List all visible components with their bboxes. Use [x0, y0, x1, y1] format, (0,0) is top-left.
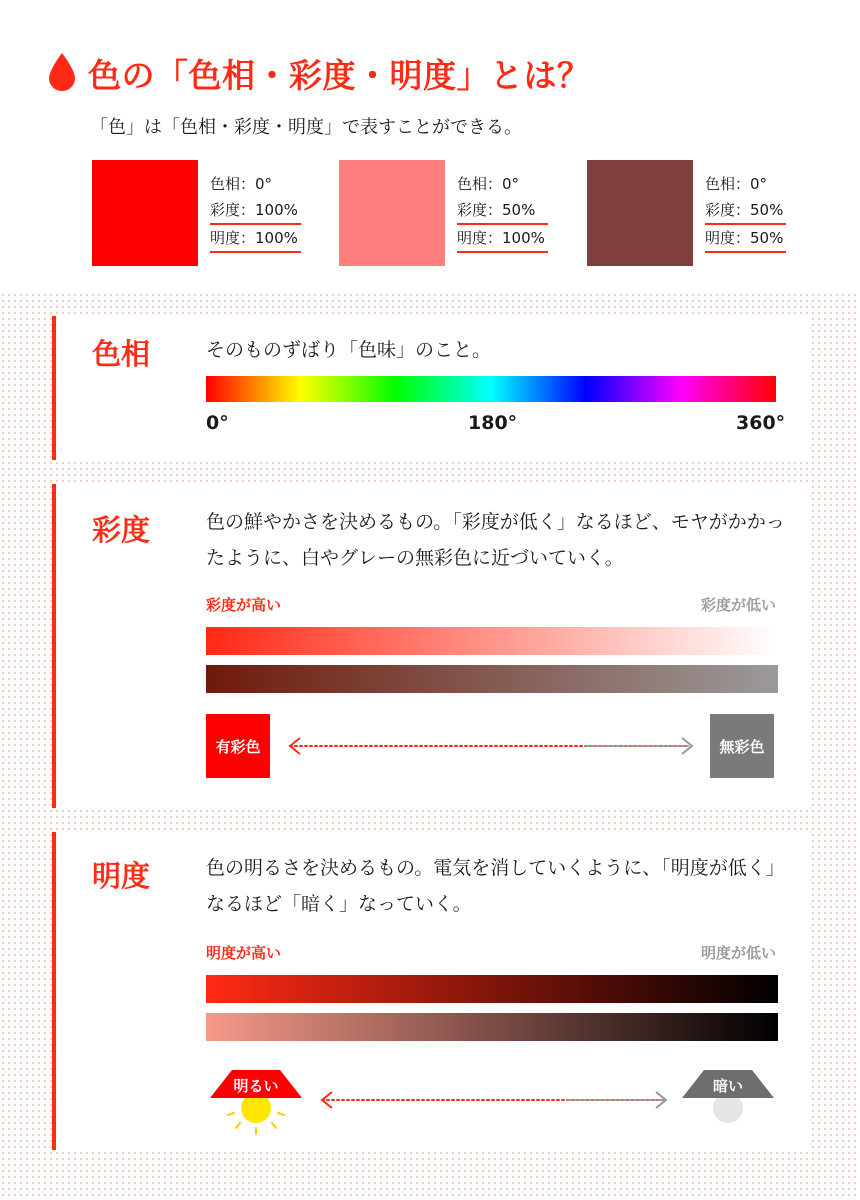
color-swatch: [339, 160, 445, 266]
saturation-value: 彩度：50%: [457, 198, 548, 225]
chromatic-chip: 有彩色: [206, 714, 270, 778]
hue-card: [52, 316, 810, 460]
page-title: 色の「色相・彩度・明度」とは？: [88, 56, 591, 95]
hue-tick-360: 360°: [736, 412, 786, 434]
lightness-value: 明度：100%: [210, 226, 301, 253]
saturation-arrow-icon: [286, 734, 696, 758]
lightness-description: 色の明るさを決めるもの。電気を消していくように、「明度が低く」なるほど「暗く」なっていく。: [206, 857, 785, 915]
saturation-high-label: 彩度が高い: [206, 596, 282, 614]
lightness-arrow-icon: [318, 1088, 670, 1112]
example-props: [705, 170, 786, 254]
hue-tick-180: 180°: [468, 412, 518, 434]
hue-description: そのものずばり「色味」のこと。: [206, 339, 492, 361]
color-swatch: [587, 160, 693, 266]
hue-tick-0: 0°: [206, 412, 229, 434]
lightness-gradient-bright: [206, 975, 778, 1003]
example-brown: [587, 160, 817, 266]
saturation-title: 彩度: [92, 513, 151, 547]
lightness-low-label: 明度が低い: [700, 944, 776, 962]
hue-spectrum-bar: [206, 376, 776, 402]
example-props: [210, 170, 301, 254]
saturation-gradient-bright: [206, 627, 778, 655]
saturation-card: [52, 484, 810, 808]
bright-label: 明るい: [233, 1077, 279, 1095]
hue-title: 色相: [92, 337, 151, 371]
lightness-gradient-soft: [206, 1013, 778, 1041]
drop-icon: [47, 52, 77, 92]
example-red: [92, 160, 322, 266]
dark-label: 暗い: [712, 1077, 743, 1095]
subtitle: 「色」は「色相・彩度・明度」で表すことができる。: [90, 117, 522, 138]
saturation-gradient-dark: [206, 665, 778, 693]
color-swatch: [92, 160, 198, 266]
dark-lamp: [678, 1068, 778, 1148]
example-pink: [339, 160, 569, 266]
lightness-value: 明度：100%: [457, 226, 548, 253]
bright-lamp: [206, 1068, 306, 1148]
lightness-value: 明度：50%: [705, 226, 786, 253]
achromatic-chip: 無彩色: [710, 714, 774, 778]
lightness-card: [52, 832, 810, 1150]
saturation-value: 彩度：100%: [210, 198, 301, 225]
hue-value: 色相：0°: [457, 175, 520, 193]
saturation-low-label: 彩度が低い: [700, 596, 776, 614]
saturation-value: 彩度：50%: [705, 198, 786, 225]
example-props: [457, 170, 548, 254]
hue-value: 色相：0°: [705, 175, 768, 193]
lightness-high-label: 明度が高い: [206, 944, 282, 962]
hue-value: 色相：0°: [210, 175, 273, 193]
lightness-title: 明度: [92, 859, 151, 893]
saturation-description: 色の鮮やかさを決めるもの。「彩度が低く」なるほど、モヤがかかったように、白やグレーの無彩色に近づいていく。: [206, 511, 785, 569]
